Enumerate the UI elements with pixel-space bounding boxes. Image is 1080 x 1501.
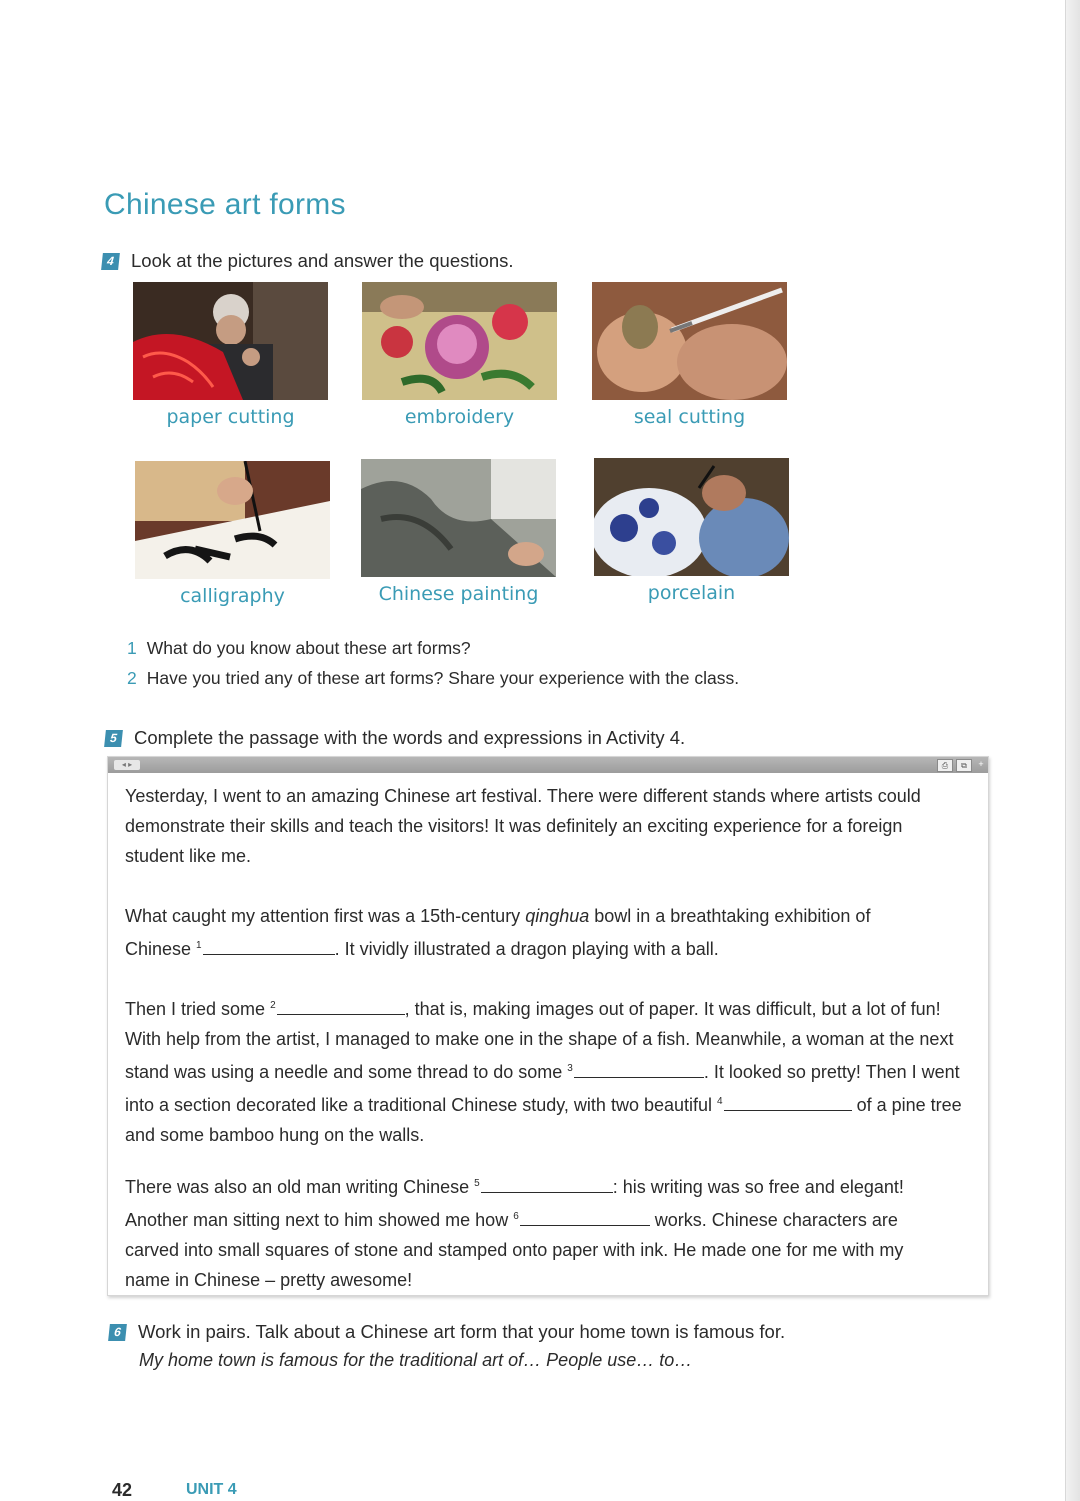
passage-paragraph-1: Yesterday, I went to an amazing Chinese art festival. There were different stands where artists could demonstrate their skills and teach the visitors! It was definitely an exciting experience for a foreign student like me.	[125, 786, 921, 866]
section-title: Chinese art forms	[104, 188, 346, 221]
blank-5[interactable]	[481, 1176, 613, 1193]
question-number: 2	[127, 668, 137, 688]
activity-number-badge: 5	[104, 730, 123, 747]
passage-toolbar	[108, 757, 988, 773]
passage-box	[107, 756, 989, 1296]
caption-seal-cutting: seal cutting	[633, 406, 746, 428]
activity6-heading	[109, 1321, 785, 1343]
activity-number-badge: 6	[108, 1324, 127, 1341]
photo-calligraphy	[135, 461, 330, 607]
activity6-instruction: Work in pairs. Talk about a Chinese art form that your home town is famous for.	[138, 1321, 786, 1342]
chinese-painting-image	[361, 459, 556, 577]
passage-paragraph-4: There was also an old man writing Chinese $^5$ : his writing was so free and elegant! Another man sitting next to him showed me how $^6$ works. Chinese characters are carved into small squares of stone and stamped onto paper with ink. He made one for me with my name in Chinese – pretty awesome!	[125, 1177, 904, 1290]
activity-number-badge: 4	[101, 253, 120, 270]
unit-label: UNIT 4	[186, 1481, 237, 1498]
photo-paper-cutting	[133, 282, 328, 428]
blank-6[interactable]	[520, 1209, 650, 1226]
passage-paragraph-3: Then I tried some $^2$ , that is, making images out of paper. It was difficult, but a lot of fun! With help from the artist, I managed to make one in the shape of a fish. Meanwhile, a woman at the next stand was using a needle and some thread to do some $^3$ . It looked so pretty! Then I went into a section decorated like a traditional Chinese study, with two beautiful $^4$ of a pine tree and some bamboo hung on the walls.	[125, 999, 962, 1145]
blank-4[interactable]	[724, 1094, 852, 1111]
caption-chinese-painting: Chinese painting	[378, 583, 539, 605]
question-text: Have you tried any of these art forms? Share your experience with the class.	[146, 668, 740, 688]
activity6-example: My home town is famous for the traditional art of… People use… to…	[139, 1350, 693, 1370]
photo-porcelain	[594, 458, 789, 604]
embroidery-image	[362, 282, 557, 400]
blank-2[interactable]	[277, 998, 405, 1015]
expand-icon[interactable]: +	[978, 759, 984, 769]
seal-cutting-image	[592, 282, 787, 400]
porcelain-image	[594, 458, 789, 576]
caption-paper-cutting: paper cutting	[166, 406, 295, 428]
copy-icon[interactable]: ⧉	[956, 759, 972, 772]
question-number: 1	[127, 638, 137, 658]
blank-1[interactable]	[203, 938, 335, 955]
calligraphy-image	[135, 461, 330, 579]
question-1	[127, 638, 471, 659]
passage-paragraph-2: What caught my attention first was a 15th-century qinghua bowl in a breathtaking exhibition of Chinese $^1$ . It vividly illustrated a dragon playing with a ball.	[125, 906, 871, 959]
photo-seal-cutting	[592, 282, 787, 428]
nav-arrows-icon[interactable]: ◂ ▸	[114, 760, 140, 770]
question-2	[127, 668, 739, 689]
print-icon[interactable]: ⎙	[937, 759, 953, 772]
caption-embroidery: embroidery	[404, 406, 515, 428]
page-number: 42	[112, 1480, 133, 1500]
activity5-instruction: Complete the passage with the words and expressions in Activity 4.	[134, 727, 686, 748]
photo-embroidery	[362, 282, 557, 428]
blank-3[interactable]	[574, 1061, 704, 1078]
question-text: What do you know about these art forms?	[146, 638, 471, 658]
caption-porcelain: porcelain	[647, 582, 736, 604]
activity4-heading	[102, 250, 514, 272]
activity5-heading	[105, 727, 685, 749]
paper-cutting-image	[133, 282, 328, 400]
activity4-instruction: Look at the pictures and answer the questions.	[131, 250, 514, 271]
caption-calligraphy: calligraphy	[180, 585, 285, 607]
page-edge	[1065, 0, 1080, 1501]
photo-chinese-painting	[361, 459, 556, 605]
